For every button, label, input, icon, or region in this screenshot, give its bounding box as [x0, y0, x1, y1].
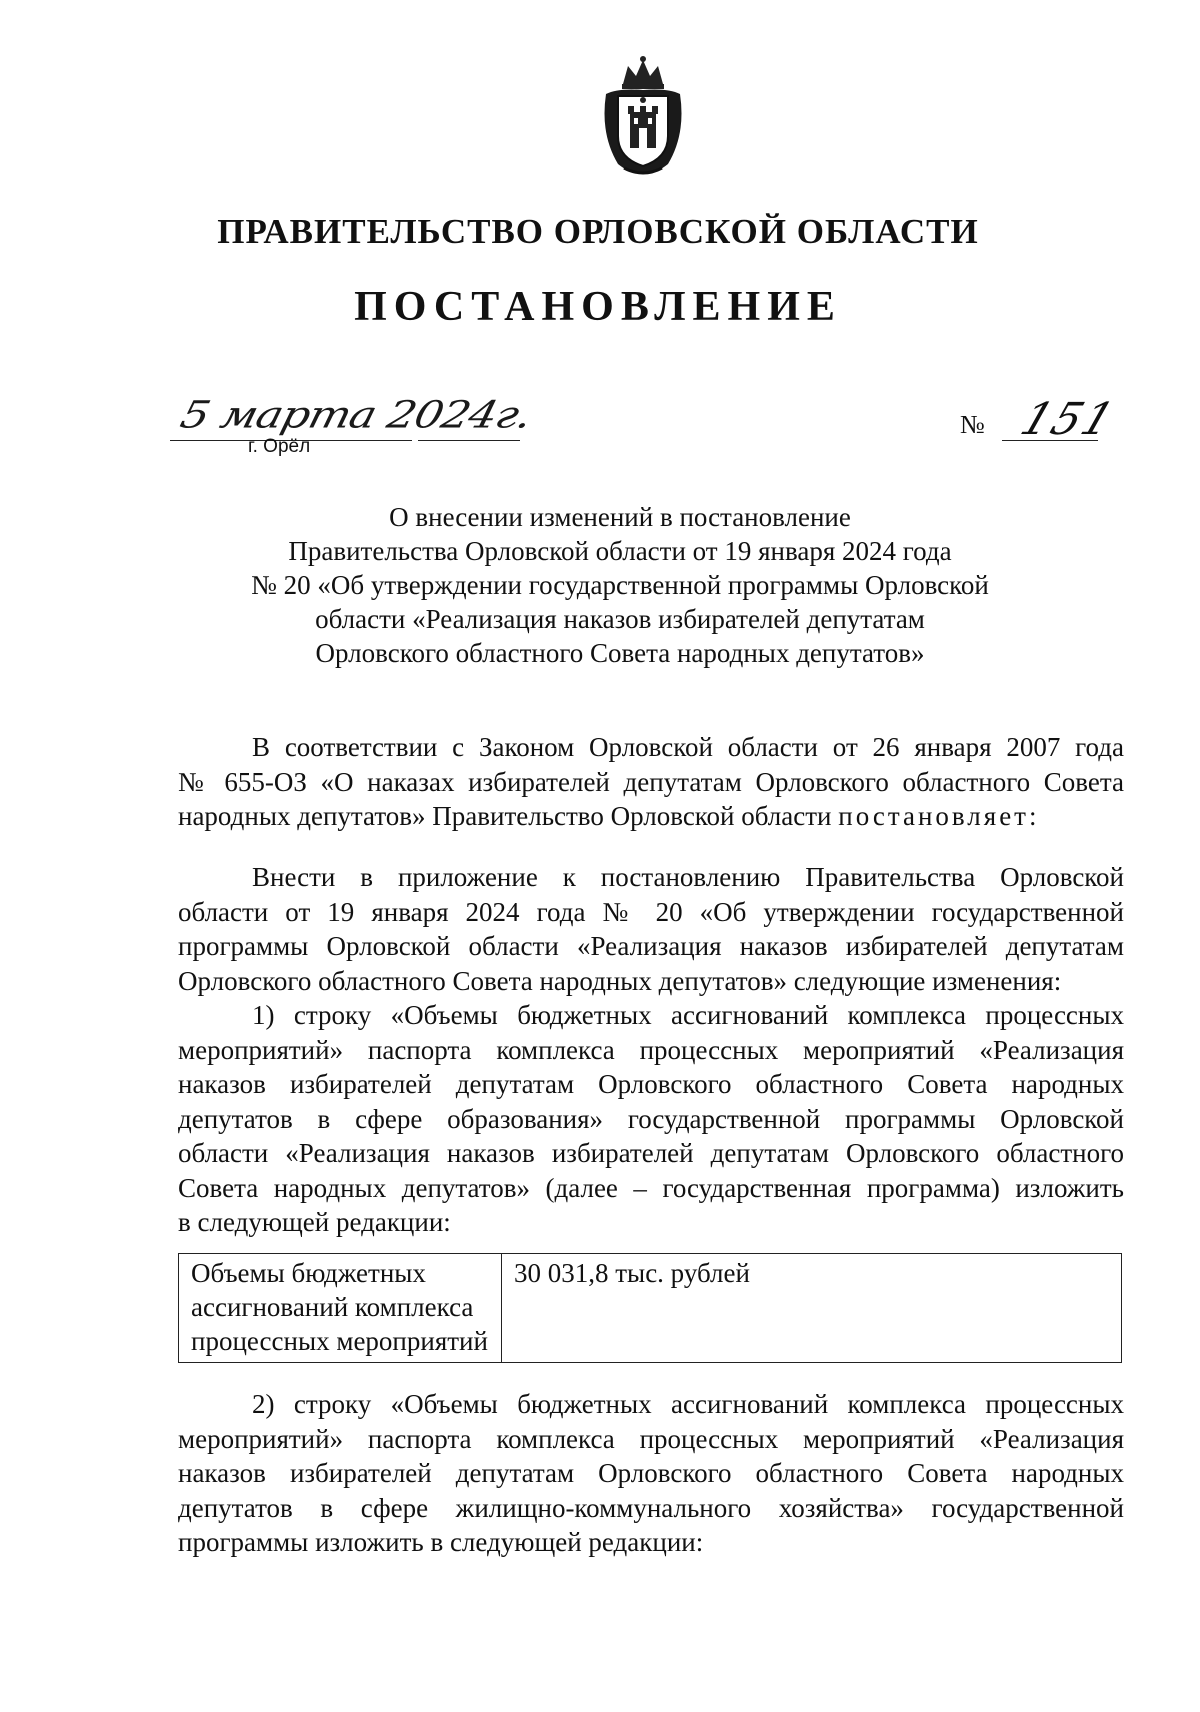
text-line: Орловского областного Совета народных депутатов» следующие изменения:	[178, 965, 1062, 996]
document-subject	[220, 500, 1020, 670]
organization-title: ПРАВИТЕЛЬСТВО ОРЛОВСКОЙ ОБЛАСТИ	[217, 212, 979, 251]
text-line: 2) строку «Объемы бюджетных ассигнований комплекса процессных	[252, 1389, 1124, 1419]
text-line: наказов избирателей депутатам Орловского областного Совета народных	[178, 1069, 1124, 1099]
handwritten-date: 5 марта 2024г.	[176, 393, 536, 437]
subject-line: области «Реализация наказов избирателей депутатам	[315, 604, 925, 634]
text-fragment: народных депутатов» Правительство Орловской области	[178, 801, 839, 831]
table-label-line: процессных мероприятий	[191, 1326, 488, 1356]
table-label-line: ассигнований комплекса	[191, 1292, 474, 1322]
resolves-word: постановляет:	[838, 801, 1040, 831]
text-line: 1) строку «Объемы бюджетных ассигнований комплекса процессных	[252, 1000, 1124, 1030]
document-type-heading: ПОСТАНОВЛЕНИЕ	[354, 284, 842, 330]
city-label: г. Орёл	[248, 436, 311, 457]
text-line: области «Реализация наказов избирателей депутатам Орловского областного	[178, 1138, 1124, 1168]
number-block	[960, 394, 1123, 448]
text-line: мероприятий» паспорта комплекса процессных мероприятий «Реализация	[178, 1034, 1124, 1065]
text-line: в следующей редакции:	[178, 1207, 451, 1237]
table-label-line: Объемы бюджетных	[191, 1258, 426, 1288]
subject-line: О внесении изменений в постановление	[389, 502, 851, 532]
text-line: В соответствии с Законом Орловской области от 26 января 2007 года	[252, 732, 1124, 762]
number-sign: №	[960, 410, 985, 439]
text-line: области от 19 января 2024 года № 20 «Об утверждении государственной	[178, 896, 1124, 927]
text-line: программы изложить в следующей редакции:	[178, 1527, 704, 1557]
table-label-cell	[179, 1254, 502, 1363]
text-line: депутатов в сфере жилищно-коммунального хозяйства» государственной	[178, 1492, 1124, 1523]
text-line: мероприятий» паспорта комплекса процессных мероприятий «Реализация	[178, 1423, 1124, 1454]
number-underline	[1002, 440, 1098, 441]
subject-line: Орловского областного Совета народных депутатов»	[315, 638, 925, 668]
text-line: наказов избирателей депутатам Орловского областного Совета народных	[178, 1458, 1124, 1488]
table-row	[179, 1254, 1122, 1363]
text-line: программы Орловской области «Реализация наказов избирателей депутатам	[178, 931, 1124, 961]
date-block	[170, 386, 536, 457]
subject-line: № 20 «Об утверждении государственной программы Орловской	[251, 570, 989, 600]
text-line: депутатов в сфере образования» государственной программы Орловской	[178, 1103, 1124, 1134]
text-line: Внести в приложение к постановлению Правительства Орловской	[252, 862, 1124, 892]
date-underline-year	[418, 440, 520, 441]
budget-table	[178, 1253, 1122, 1363]
table-value-cell	[502, 1254, 1122, 1363]
item-1-paragraph	[178, 998, 1124, 1240]
oryol-oblast-coat-of-arms-icon	[598, 54, 688, 178]
item-2-paragraph	[178, 1387, 1124, 1560]
text-line	[178, 799, 1124, 834]
text-line: № 655-ОЗ «О наказах избирателей депутатам Орловского областного Совета	[178, 766, 1124, 797]
preamble-paragraph	[178, 730, 1124, 834]
handwritten-number: 151	[1014, 394, 1123, 445]
text-line: Совета народных депутатов» (далее – государственная программа) изложить	[178, 1172, 1124, 1203]
main-paragraph	[178, 860, 1124, 998]
table-value: 30 031,8 тыс. рублей	[514, 1258, 750, 1288]
subject-line: Правительства Орловской области от 19 января 2024 года	[288, 536, 952, 566]
